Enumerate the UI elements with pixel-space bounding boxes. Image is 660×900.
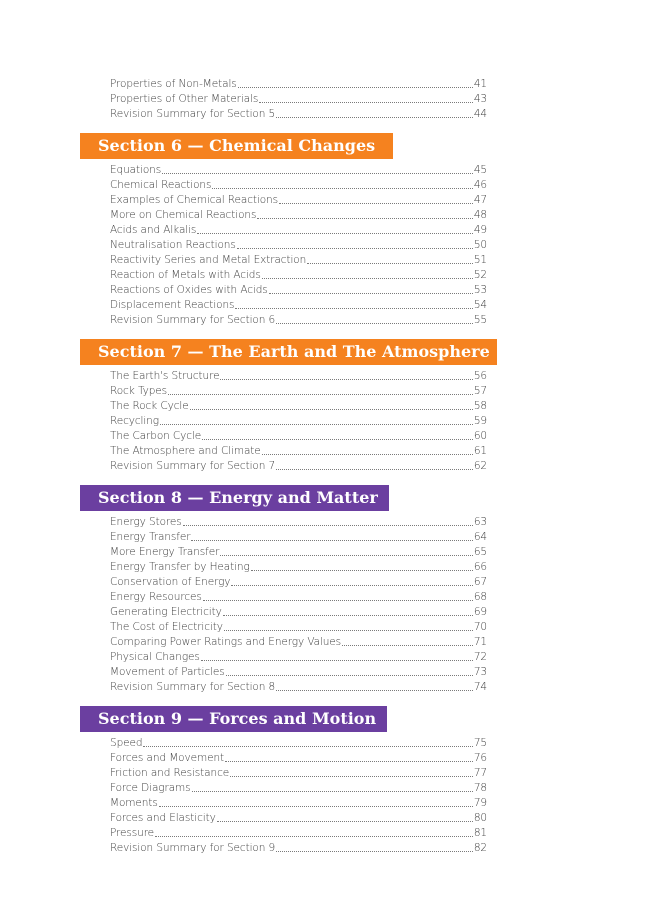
toc-entry-title: Energy Transfer xyxy=(110,531,191,543)
toc-entry-title: Reaction of Metals with Acids xyxy=(110,269,261,281)
leader-dots xyxy=(159,806,473,807)
leader-dots xyxy=(155,836,473,837)
toc-entry-page: 58 xyxy=(473,400,487,412)
toc-entry xyxy=(110,413,487,428)
leader-dots xyxy=(257,218,473,219)
section-7-header: Section 7 — The Earth and The Atmosphere xyxy=(80,339,497,365)
leader-dots xyxy=(220,379,472,380)
toc-entry-page: 61 xyxy=(473,445,487,457)
toc-entry-page: 67 xyxy=(473,576,487,588)
leader-dots xyxy=(226,675,473,676)
toc-entry xyxy=(110,282,487,297)
toc-entry-page: 73 xyxy=(473,666,487,678)
leader-dots xyxy=(183,525,473,526)
leader-dots xyxy=(262,454,473,455)
leader-dots xyxy=(259,102,473,103)
leader-dots xyxy=(235,308,472,309)
leader-dots xyxy=(223,615,473,616)
leader-dots xyxy=(192,791,473,792)
leader-dots xyxy=(217,821,473,822)
toc-entry-title: Reactivity Series and Metal Extraction xyxy=(110,254,307,266)
toc-entry xyxy=(110,177,487,192)
toc-entry-page: 50 xyxy=(473,239,487,251)
toc-entry-title: The Carbon Cycle xyxy=(110,430,202,442)
toc-entry-page: 48 xyxy=(473,209,487,221)
toc-entry-title: Movement of Particles xyxy=(110,666,225,678)
toc-entry-title: The Atmosphere and Climate xyxy=(110,445,261,457)
toc-entry-page: 74 xyxy=(473,681,487,693)
toc-entry xyxy=(110,383,487,398)
toc-entry xyxy=(110,222,487,237)
toc-entry-page: 54 xyxy=(473,299,487,311)
toc-entry-title: Energy Transfer by Heating xyxy=(110,561,250,573)
toc-entry xyxy=(110,765,487,780)
leader-dots xyxy=(202,439,473,440)
toc-entry xyxy=(110,589,487,604)
toc-entry-page: 46 xyxy=(473,179,487,191)
toc-entry-title: Forces and Elasticity xyxy=(110,812,216,824)
leader-dots xyxy=(262,278,473,279)
toc-entry-page: 80 xyxy=(473,812,487,824)
toc-entry-title: Speed xyxy=(110,737,143,749)
toc-entry-title: Forces and Movement xyxy=(110,752,225,764)
toc-entry-page: 69 xyxy=(473,606,487,618)
toc-entry xyxy=(110,252,487,267)
toc-entry xyxy=(110,398,487,413)
leader-dots xyxy=(203,600,473,601)
toc-entry xyxy=(110,529,487,544)
toc-entry xyxy=(110,840,487,855)
toc-entry xyxy=(110,106,487,121)
toc-entry-page: 59 xyxy=(473,415,487,427)
toc-entry-page: 56 xyxy=(473,370,487,382)
toc-entry-page: 65 xyxy=(473,546,487,558)
toc-entry-page: 63 xyxy=(473,516,487,528)
leader-dots xyxy=(342,645,473,646)
toc-entry xyxy=(110,810,487,825)
leader-dots xyxy=(276,851,473,852)
toc-entry xyxy=(110,368,487,383)
leader-dots xyxy=(307,263,473,264)
toc-entry xyxy=(110,207,487,222)
toc-entry-title: Examples of Chemical Reactions xyxy=(110,194,278,206)
leader-dots xyxy=(231,585,472,586)
toc-entry xyxy=(110,443,487,458)
leader-dots xyxy=(251,570,473,571)
toc-entry-title: Energy Stores xyxy=(110,516,182,528)
toc-entry-title: Generating Electricity xyxy=(110,606,222,618)
toc-entry-page: 53 xyxy=(473,284,487,296)
toc-entry-title: Chemical Reactions xyxy=(110,179,212,191)
toc-entry-page: 52 xyxy=(473,269,487,281)
toc-entry xyxy=(110,237,487,252)
toc-entry-page: 70 xyxy=(473,621,487,633)
leader-dots xyxy=(225,761,473,762)
toc-entry xyxy=(110,312,487,327)
toc-entry-title: Properties of Non-Metals xyxy=(110,78,237,90)
toc-entry xyxy=(110,428,487,443)
toc-entry-page: 77 xyxy=(473,767,487,779)
leader-dots xyxy=(220,555,473,556)
toc-entry xyxy=(110,559,487,574)
toc-entry xyxy=(110,649,487,664)
toc-entry-title: Moments xyxy=(110,797,158,809)
leader-dots xyxy=(276,690,473,691)
leader-dots xyxy=(197,233,473,234)
toc-entry-page: 47 xyxy=(473,194,487,206)
toc-entry-title: Recycling xyxy=(110,415,159,427)
toc-entry-page: 75 xyxy=(473,737,487,749)
toc-entry-title: More on Chemical Reactions xyxy=(110,209,257,221)
leader-dots xyxy=(191,540,472,541)
toc-entry-page: 72 xyxy=(473,651,487,663)
toc-entry-page: 71 xyxy=(473,636,487,648)
toc-entry-title: Properties of Other Materials xyxy=(110,93,259,105)
toc-entry-title: Revision Summary for Section 7 xyxy=(110,460,276,472)
toc-entry-title: Revision Summary for Section 9 xyxy=(110,842,276,854)
leader-dots xyxy=(276,469,473,470)
toc-entry xyxy=(110,735,487,750)
toc-entry-page: 68 xyxy=(473,591,487,603)
toc-entry-page: 62 xyxy=(473,460,487,472)
toc-entry xyxy=(110,679,487,694)
toc-entry-page: 81 xyxy=(473,827,487,839)
toc-entry-title: Acids and Alkalis xyxy=(110,224,197,236)
leader-dots xyxy=(162,173,473,174)
leader-dots xyxy=(230,776,473,777)
toc-entry-title: More Energy Transfer xyxy=(110,546,220,558)
toc-entry-page: 51 xyxy=(473,254,487,266)
toc-entry-page: 66 xyxy=(473,561,487,573)
toc-entry-page: 60 xyxy=(473,430,487,442)
leader-dots xyxy=(212,188,472,189)
toc-entry-page: 82 xyxy=(473,842,487,854)
toc-entry xyxy=(110,192,487,207)
leader-dots xyxy=(269,293,473,294)
toc-entry xyxy=(110,825,487,840)
toc-entry-page: 64 xyxy=(473,531,487,543)
toc-entry-title: Revision Summary for Section 5 xyxy=(110,108,276,120)
toc-entry xyxy=(110,780,487,795)
leader-dots xyxy=(238,87,473,88)
toc-entry xyxy=(110,162,487,177)
toc-entry-title: Equations xyxy=(110,164,162,176)
toc-entry xyxy=(110,750,487,765)
toc-entry-page: 44 xyxy=(473,108,487,120)
toc-entry-title: Conservation of Energy xyxy=(110,576,231,588)
toc-entry xyxy=(110,267,487,282)
toc-entry-title: Physical Changes xyxy=(110,651,200,663)
toc-entry-page: 43 xyxy=(473,93,487,105)
leader-dots xyxy=(224,630,473,631)
toc-entry-page: 76 xyxy=(473,752,487,764)
section-9-header: Section 9 — Forces and Motion xyxy=(80,706,387,732)
toc-entry-title: Comparing Power Ratings and Energy Values xyxy=(110,636,342,648)
toc-entry xyxy=(110,91,487,106)
toc-entry-page: 78 xyxy=(473,782,487,794)
section-8-header: Section 8 — Energy and Matter xyxy=(80,485,389,511)
toc-entry-page: 49 xyxy=(473,224,487,236)
toc-entry xyxy=(110,664,487,679)
toc-entry-page: 45 xyxy=(473,164,487,176)
leader-dots xyxy=(190,409,473,410)
toc-entry-title: Displacement Reactions xyxy=(110,299,235,311)
toc-entry xyxy=(110,544,487,559)
toc-entry xyxy=(110,514,487,529)
leader-dots xyxy=(168,394,473,395)
section-6-header: Section 6 — Chemical Changes xyxy=(80,133,393,159)
toc-entry-title: Friction and Resistance xyxy=(110,767,230,779)
leader-dots xyxy=(276,117,473,118)
toc-entry-title: Neutralisation Reactions xyxy=(110,239,236,251)
leader-dots xyxy=(237,248,473,249)
toc-entry-page: 41 xyxy=(473,78,487,90)
toc-entry xyxy=(110,574,487,589)
leader-dots xyxy=(143,746,472,747)
leader-dots xyxy=(279,203,473,204)
toc-entry-title: Energy Resources xyxy=(110,591,202,603)
toc-entry xyxy=(110,795,487,810)
toc-entry-title: The Cost of Electricity xyxy=(110,621,223,633)
toc-entry-page: 57 xyxy=(473,385,487,397)
toc-entry xyxy=(110,619,487,634)
leader-dots xyxy=(276,323,473,324)
toc-entry-title: Force Diagrams xyxy=(110,782,191,794)
toc-entry-page: 55 xyxy=(473,314,487,326)
toc-entry-title: The Rock Cycle xyxy=(110,400,189,412)
toc-entry-title: The Earth's Structure xyxy=(110,370,220,382)
toc-entry xyxy=(110,604,487,619)
leader-dots xyxy=(201,660,473,661)
toc-entry xyxy=(110,297,487,312)
toc-entry-title: Revision Summary for Section 6 xyxy=(110,314,276,326)
toc-entry-title: Revision Summary for Section 8 xyxy=(110,681,276,693)
toc-entry xyxy=(110,458,487,473)
toc-entry-title: Rock Types xyxy=(110,385,168,397)
leader-dots xyxy=(160,424,473,425)
toc-entry-title: Pressure xyxy=(110,827,155,839)
toc-entry-page: 79 xyxy=(473,797,487,809)
toc-entry xyxy=(110,634,487,649)
toc-entry-title: Reactions of Oxides with Acids xyxy=(110,284,268,296)
toc-entry xyxy=(110,76,487,91)
